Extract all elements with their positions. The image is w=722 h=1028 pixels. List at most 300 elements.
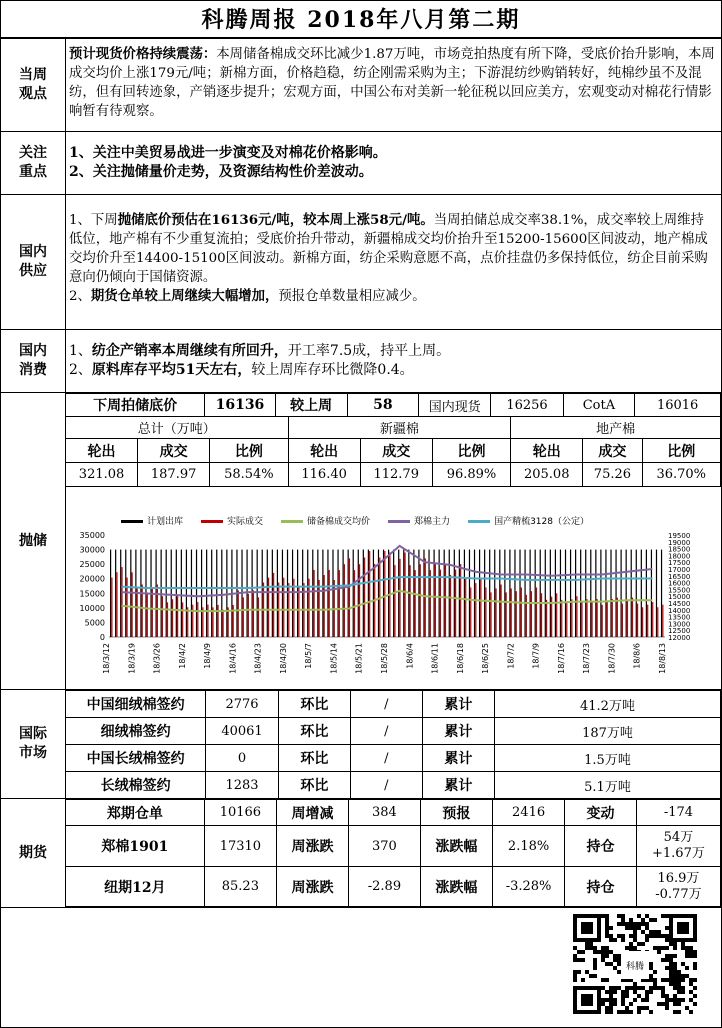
qr-module bbox=[661, 914, 665, 918]
qr-module bbox=[645, 990, 649, 994]
qr-module bbox=[609, 1010, 613, 1014]
intl-cell: 1.5万吨 bbox=[494, 745, 720, 772]
bar-actual bbox=[581, 602, 582, 637]
bar-actual bbox=[455, 570, 456, 637]
cell: 周增减 bbox=[276, 800, 348, 826]
qr-module bbox=[633, 930, 637, 934]
x-tick: 18/6/18 bbox=[455, 643, 465, 674]
qr-module bbox=[669, 970, 673, 974]
cell: 涨跌幅 bbox=[420, 867, 492, 907]
intl-cell: 41.2万吨 bbox=[494, 691, 720, 718]
qr-module bbox=[617, 970, 621, 974]
qr-module bbox=[593, 966, 597, 970]
qr-module bbox=[621, 918, 625, 922]
l1-pre: 1、 bbox=[69, 343, 92, 359]
label-text: 国际 市场 bbox=[19, 726, 47, 761]
bar-planned bbox=[570, 550, 571, 637]
qr-module bbox=[669, 958, 673, 962]
p1-rest: 当周拍储总成交率38.1%，成交率较上周维持低位，地产棉有不少重复流拍；受底价抬升带动，新疆棉成交均价抬升至15200-15600区间波动，地产棉成交均价升至14400-15100区间波动。新棉方面，纺企采购意愿不高，点价挂盘仍多保持低位，纺企目前采购意向仍倾向于国储资源。 bbox=[69, 213, 708, 285]
qr-module bbox=[653, 970, 657, 974]
qr-module bbox=[685, 954, 689, 958]
bar-planned bbox=[277, 550, 278, 637]
qr-module bbox=[653, 982, 657, 986]
bar-planned bbox=[449, 550, 450, 637]
legend-label: 储备棉成交均价 bbox=[307, 517, 371, 527]
cell: 周涨跌 bbox=[276, 826, 348, 867]
bar-actual bbox=[116, 572, 117, 637]
qr-module bbox=[677, 1010, 681, 1014]
qr-module bbox=[629, 946, 633, 950]
qr-module bbox=[673, 994, 677, 998]
qr-module bbox=[605, 918, 609, 922]
legend-swatch bbox=[468, 520, 490, 523]
supply-para-1 bbox=[69, 211, 715, 287]
qr-module bbox=[645, 922, 649, 926]
bar-actual bbox=[313, 570, 314, 637]
bar-actual bbox=[399, 559, 400, 637]
bar-planned bbox=[646, 550, 647, 637]
bar-actual bbox=[475, 583, 476, 637]
qr-module bbox=[673, 970, 677, 974]
bar-planned bbox=[565, 550, 566, 637]
bar-actual bbox=[132, 572, 133, 637]
bar-actual bbox=[586, 599, 587, 637]
bar-actual bbox=[480, 579, 481, 637]
qr-module bbox=[609, 990, 613, 994]
bar-actual bbox=[339, 570, 340, 637]
qr-module bbox=[617, 1010, 621, 1014]
col-header: 比例 bbox=[210, 439, 288, 463]
cell: 郑棉1901 bbox=[66, 826, 205, 867]
qr-module bbox=[617, 962, 621, 966]
bar-planned bbox=[631, 550, 632, 637]
focus-text bbox=[69, 144, 715, 182]
bar-planned bbox=[317, 550, 318, 637]
bar-actual bbox=[541, 593, 542, 637]
bar-actual bbox=[430, 570, 431, 637]
qr-module bbox=[577, 950, 581, 954]
legend-swatch bbox=[201, 520, 223, 523]
qr-module bbox=[681, 990, 685, 994]
qr-module bbox=[609, 938, 613, 942]
bar-actual bbox=[536, 587, 537, 637]
col-header: 轮出 bbox=[288, 439, 360, 463]
qr-module bbox=[673, 978, 677, 982]
qr-module bbox=[613, 954, 617, 958]
hold-chg: +1.67万 bbox=[652, 846, 705, 861]
l2-bold: 原料库存平均51天左右， bbox=[91, 362, 252, 378]
qr-module bbox=[673, 982, 677, 986]
cell: -3.28% bbox=[492, 867, 564, 907]
cell bbox=[636, 826, 720, 867]
bar-actual bbox=[248, 594, 249, 637]
qr-module bbox=[673, 1002, 677, 1006]
bar-planned bbox=[489, 550, 490, 637]
cell: -174 bbox=[636, 800, 720, 826]
qr-module bbox=[681, 962, 685, 966]
qr-module bbox=[681, 986, 685, 990]
l1-bold: 纺企产销率本周继续有所回升， bbox=[91, 343, 288, 359]
qr-module bbox=[617, 934, 621, 938]
qr-module bbox=[601, 1002, 605, 1006]
qr-module bbox=[605, 990, 609, 994]
section-label-reserve: 抛储 bbox=[1, 393, 66, 689]
qr-module bbox=[661, 978, 665, 982]
intl-cell: 2776 bbox=[206, 691, 278, 718]
qr-module bbox=[649, 918, 653, 922]
col-value: 58.54% bbox=[210, 463, 288, 487]
qr-module bbox=[609, 926, 613, 930]
consume-line-1 bbox=[69, 342, 715, 361]
legend-label: 计划出库 bbox=[147, 517, 184, 527]
y-left-tick: 35000 bbox=[79, 531, 105, 540]
bar-actual bbox=[243, 597, 244, 637]
qr-module bbox=[673, 962, 677, 966]
qr-module bbox=[641, 922, 645, 926]
bar-actual bbox=[617, 598, 618, 637]
bar-planned bbox=[459, 550, 460, 637]
hold: 54万 bbox=[663, 830, 694, 845]
bar-planned bbox=[246, 550, 247, 637]
cell: 郑期仓单 bbox=[66, 800, 205, 826]
x-tick: 18/6/11 bbox=[430, 643, 440, 674]
qr-module bbox=[613, 990, 617, 994]
qr-module bbox=[601, 946, 605, 950]
bar-planned bbox=[605, 550, 606, 637]
hold-chg: -0.77万 bbox=[655, 886, 702, 902]
bar-planned bbox=[358, 550, 359, 637]
bar-actual bbox=[121, 567, 122, 637]
bar-planned bbox=[307, 550, 308, 637]
y-right-tick: 15000 bbox=[668, 593, 691, 602]
bar-actual bbox=[465, 579, 466, 637]
qr-module bbox=[677, 1002, 681, 1006]
focus-line-2: 2、关注抛储量价走势，及资源结构性价差波动。 bbox=[69, 164, 373, 180]
bar-actual bbox=[223, 610, 224, 637]
bar-planned bbox=[494, 550, 495, 637]
intl-cell: / bbox=[350, 691, 422, 718]
legend-label: 郑棉主力 bbox=[414, 517, 451, 527]
legend-label: 国产精梳3128（公定） bbox=[494, 517, 589, 527]
qr-module bbox=[597, 950, 601, 954]
qr-module bbox=[593, 974, 597, 978]
section-view bbox=[1, 39, 721, 132]
qr-module bbox=[629, 918, 633, 922]
qr-module bbox=[613, 958, 617, 962]
bar-planned bbox=[302, 550, 303, 637]
bar-actual bbox=[440, 570, 441, 637]
cell: 纽期12月 bbox=[66, 867, 205, 907]
y-right-tick: 14500 bbox=[668, 600, 691, 608]
bar-planned bbox=[363, 550, 364, 637]
legend-item bbox=[201, 514, 263, 527]
qr-module bbox=[613, 986, 617, 990]
bar-actual bbox=[521, 587, 522, 637]
label-text: 关注 重点 bbox=[19, 145, 47, 180]
bar-planned bbox=[176, 550, 177, 637]
y-right-tick: 13500 bbox=[668, 613, 691, 622]
qr-module bbox=[625, 1010, 629, 1014]
bar-planned bbox=[636, 550, 637, 637]
qr-module bbox=[637, 994, 641, 998]
qr-module bbox=[617, 922, 621, 926]
cell: 周涨跌 bbox=[276, 867, 348, 907]
bar-planned bbox=[115, 550, 116, 637]
qr-module bbox=[657, 946, 661, 950]
qr-module bbox=[685, 1006, 689, 1010]
intl-cell: 187万吨 bbox=[494, 718, 720, 745]
reserve-table bbox=[65, 393, 721, 417]
col-value: 205.08 bbox=[511, 463, 583, 487]
col-value: 96.89% bbox=[432, 463, 510, 487]
qr-module bbox=[661, 934, 665, 938]
bar-actual bbox=[157, 585, 158, 637]
qr-module bbox=[673, 942, 677, 946]
legend-item bbox=[121, 514, 183, 527]
bar-planned bbox=[373, 550, 374, 637]
qr-module bbox=[625, 994, 629, 998]
bar-planned bbox=[110, 550, 111, 637]
l2-pre: 2、 bbox=[69, 362, 92, 378]
bar-actual bbox=[597, 599, 598, 637]
qr-module bbox=[649, 934, 653, 938]
bar-actual bbox=[197, 602, 198, 637]
bar-actual bbox=[612, 599, 613, 637]
qr-module bbox=[657, 1002, 661, 1006]
qr-module bbox=[601, 998, 605, 1002]
cell: 58 bbox=[347, 394, 418, 417]
qr-module bbox=[601, 950, 605, 954]
bar-actual bbox=[490, 592, 491, 637]
qr-module bbox=[649, 978, 653, 982]
bar-planned bbox=[514, 550, 515, 637]
bar-actual bbox=[349, 558, 350, 637]
bar-planned bbox=[398, 550, 399, 637]
bar-planned bbox=[348, 550, 349, 637]
bar-actual bbox=[566, 602, 567, 637]
cell: -2.89 bbox=[349, 867, 421, 907]
y-left-tick: 10000 bbox=[79, 603, 105, 613]
y-right-tick: 18000 bbox=[668, 552, 691, 561]
qr-module bbox=[577, 970, 581, 974]
l2-rest: 较上周库存环比微降0.4。 bbox=[251, 362, 414, 378]
intl-cell: 环比 bbox=[278, 718, 350, 745]
qr-module bbox=[689, 946, 693, 950]
qr-module bbox=[633, 990, 637, 994]
qr-module bbox=[685, 974, 689, 978]
p1-bold: 抛储底价预估在16136元/吨，较本周上涨58元/吨。 bbox=[117, 212, 434, 228]
y-right-tick: 12000 bbox=[668, 634, 691, 642]
intl-cell: 累计 bbox=[422, 745, 494, 772]
qr-module bbox=[605, 962, 609, 966]
qr-module bbox=[609, 962, 613, 966]
y-left-tick: 25000 bbox=[79, 560, 105, 570]
qr-module bbox=[573, 974, 577, 978]
bar-planned bbox=[297, 550, 298, 637]
qr-module bbox=[593, 950, 597, 954]
x-tick: 18/7/9 bbox=[531, 643, 541, 669]
qr-module bbox=[593, 946, 597, 950]
bar-actual bbox=[460, 564, 461, 637]
bar-planned bbox=[292, 550, 293, 637]
qr-module bbox=[681, 974, 685, 978]
qr-module bbox=[645, 998, 649, 1002]
section-label-consume bbox=[1, 330, 66, 392]
y-right-tick: 16500 bbox=[668, 572, 691, 581]
bar-planned bbox=[621, 550, 622, 637]
group-xinjiang: 新疆棉 bbox=[288, 417, 511, 439]
y-right-tick: 17500 bbox=[668, 559, 691, 568]
qr-module bbox=[601, 914, 605, 918]
bar-actual bbox=[627, 601, 628, 637]
bar-actual bbox=[591, 602, 592, 637]
bar-actual bbox=[137, 588, 138, 637]
cell: 变动 bbox=[565, 800, 637, 826]
section-label-intl bbox=[1, 690, 66, 798]
qr-module bbox=[625, 926, 629, 930]
bar-actual bbox=[561, 600, 562, 637]
legend-label: 实际成交 bbox=[227, 517, 264, 527]
qr-module bbox=[605, 1010, 609, 1014]
qr-module bbox=[637, 922, 641, 926]
qr-module bbox=[693, 986, 697, 990]
bar-actual bbox=[162, 596, 163, 637]
qr-module bbox=[637, 914, 641, 918]
bar-actual bbox=[172, 599, 173, 637]
y-right-tick: 12500 bbox=[668, 627, 691, 636]
qr-module bbox=[653, 986, 657, 990]
qr-module bbox=[657, 930, 661, 934]
y-right-tick: 14000 bbox=[668, 606, 691, 615]
bar-planned bbox=[580, 550, 581, 637]
bar-actual bbox=[495, 588, 496, 637]
qr-module bbox=[649, 974, 653, 978]
view-body: 本周储备棉成交环比减少1.87万吨，市场竞拍热度有所下降，受底价抬升影响，本周成交均价上涨179元/吨；新棉方面，价格趋稳，纺企刚需采购为主；下游混纺纱购销转好，纯棉纱虽不及混纺，但有回转迹象，产销逐步提升；宏观方面，中国公布对美新一轮征税以回应美方，宏观变动对棉花行情影响暂有待观察。 bbox=[69, 47, 715, 119]
bar-planned bbox=[454, 550, 455, 637]
bar-actual bbox=[516, 591, 517, 637]
bar-planned bbox=[257, 550, 258, 637]
bar-planned bbox=[191, 550, 192, 637]
col-value: 321.08 bbox=[66, 463, 138, 487]
bar-planned bbox=[524, 550, 525, 637]
qr-module bbox=[685, 946, 689, 950]
view-text bbox=[69, 45, 715, 121]
bar-planned bbox=[186, 550, 187, 637]
qr-module bbox=[601, 978, 605, 982]
qr-module bbox=[573, 946, 577, 950]
bar-planned bbox=[368, 550, 369, 637]
qr-module bbox=[633, 938, 637, 942]
bar-actual bbox=[152, 588, 153, 637]
bar-actual bbox=[364, 557, 365, 637]
cell: CotA bbox=[563, 394, 635, 417]
bar-actual bbox=[506, 592, 507, 637]
bar-planned bbox=[171, 550, 172, 637]
qr-module bbox=[673, 1010, 677, 1014]
bar-planned bbox=[575, 550, 576, 637]
y-right-tick: 16000 bbox=[668, 579, 691, 588]
qr-module bbox=[633, 998, 637, 1002]
col-value: 112.79 bbox=[360, 463, 432, 487]
x-tick: 18/6/25 bbox=[481, 643, 491, 674]
qr-module bbox=[601, 986, 605, 990]
qr-module bbox=[669, 974, 673, 978]
intl-cell: 细绒棉签约 bbox=[66, 718, 206, 745]
bar-planned bbox=[353, 550, 354, 637]
cell: 2.18% bbox=[492, 826, 564, 867]
qr-module bbox=[573, 970, 577, 974]
qr-module bbox=[689, 990, 693, 994]
qr-module bbox=[605, 926, 609, 930]
col-value: 36.70% bbox=[642, 463, 720, 487]
qr-module bbox=[665, 966, 669, 970]
bar-planned bbox=[388, 550, 389, 637]
qr-module bbox=[677, 970, 681, 974]
bar-actual bbox=[420, 564, 421, 637]
cell: 2416 bbox=[492, 800, 564, 826]
bar-planned bbox=[322, 550, 323, 637]
bar-planned bbox=[272, 550, 273, 637]
qr-module bbox=[693, 1002, 697, 1006]
bar-actual bbox=[410, 565, 411, 637]
intl-cell: 5.1万吨 bbox=[494, 772, 720, 799]
qr-module bbox=[677, 986, 681, 990]
qr-module bbox=[581, 958, 585, 962]
qr-module bbox=[673, 954, 677, 958]
col-header: 成交 bbox=[360, 439, 432, 463]
bar-planned bbox=[590, 550, 591, 637]
y-right-tick: 13000 bbox=[668, 620, 691, 629]
qr-module bbox=[613, 966, 617, 970]
p2-pre: 2、 bbox=[69, 289, 91, 304]
bar-actual bbox=[607, 602, 608, 637]
qr-module bbox=[629, 926, 633, 930]
col-header: 成交 bbox=[583, 439, 642, 463]
x-tick: 18/4/9 bbox=[203, 643, 213, 669]
bar-planned bbox=[327, 550, 328, 637]
bar-planned bbox=[509, 550, 510, 637]
bar-planned bbox=[166, 550, 167, 637]
bar-planned bbox=[530, 550, 531, 637]
bar-planned bbox=[535, 550, 536, 637]
focus-line-1: 1、关注中美贸易战进一步演变及对棉花价格影响。 bbox=[69, 145, 387, 161]
section-supply bbox=[1, 195, 721, 330]
p1-pre: 1、下周 bbox=[69, 213, 118, 228]
legend-swatch bbox=[388, 520, 410, 523]
y-right-tick: 19000 bbox=[668, 538, 691, 547]
qr-module bbox=[633, 926, 637, 930]
qr-module bbox=[685, 950, 689, 954]
bar-actual bbox=[182, 602, 183, 637]
bar-planned bbox=[550, 550, 551, 637]
y-left-tick: 20000 bbox=[79, 574, 105, 584]
intl-cell: 40061 bbox=[206, 718, 278, 745]
bar-actual bbox=[111, 578, 112, 637]
bar-planned bbox=[282, 550, 283, 637]
qr-module bbox=[669, 954, 673, 958]
bar-planned bbox=[211, 550, 212, 637]
qr-module bbox=[649, 990, 653, 994]
qr-module bbox=[669, 962, 673, 966]
qr-module bbox=[609, 950, 613, 954]
cell: 370 bbox=[349, 826, 421, 867]
qr-module bbox=[605, 946, 609, 950]
bar-actual bbox=[167, 602, 168, 637]
cell: 较上周 bbox=[275, 394, 347, 417]
y-left-tick: 5000 bbox=[84, 618, 105, 628]
qr-module bbox=[585, 970, 589, 974]
bar-actual bbox=[647, 605, 648, 637]
